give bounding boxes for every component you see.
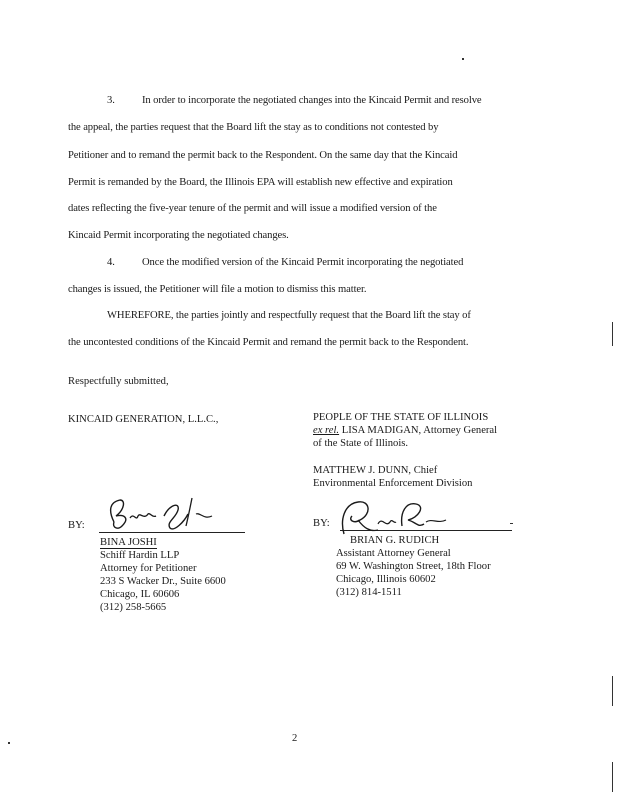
chief-line: MATTHEW J. DUNN, Chief xyxy=(313,465,438,476)
petitioner-signature xyxy=(100,492,220,538)
scan-artifact xyxy=(462,58,464,60)
paragraph-number: 4. xyxy=(107,257,115,268)
paragraph-line: dates reflecting the five-year tenure of the permit and will issue a modified version of the xyxy=(68,203,437,214)
respondent-detail: (312) 814-1511 xyxy=(336,587,402,598)
petitioner-detail: (312) 258-5665 xyxy=(100,602,167,613)
petitioner-signer-name: BINA JOSHI xyxy=(100,537,157,548)
by-label: BY: xyxy=(68,520,85,531)
paragraph-line: Permit is remanded by the Board, the Illinois EPA will establish new effective and expiration xyxy=(68,177,453,188)
scan-artifact xyxy=(612,762,613,792)
ex-rel-text: ex rel. xyxy=(313,425,340,436)
scan-artifact xyxy=(510,523,513,524)
paragraph-line: Petitioner and to remand the permit back to the Respondent. On the same day that the Kincaid xyxy=(68,150,458,161)
paragraph-line: Kincaid Permit incorporating the negotiated changes. xyxy=(68,230,289,241)
division-line: Environmental Enforcement Division xyxy=(313,478,473,489)
respondent-detail: Assistant Attorney General xyxy=(336,548,451,559)
paragraph-number: 3. xyxy=(107,95,115,106)
paragraph-line: changes is issued, the Petitioner will file a motion to dismiss this matter. xyxy=(68,284,367,295)
respondent-detail: Chicago, Illinois 60602 xyxy=(336,574,436,585)
paragraph-line: WHEREFORE, the parties jointly and respectfully request that the Board lift the stay of xyxy=(107,310,471,321)
paragraph-line: the appeal, the parties request that the Board lift the stay as to conditions not contested by xyxy=(68,122,439,133)
petitioner-detail: Schiff Hardin LLP xyxy=(100,550,180,561)
attorney-general-line: ex rel. LISA MADIGAN, Attorney General xyxy=(313,425,498,436)
respondent-signer-name: BRIAN G. RUDICH xyxy=(350,535,440,546)
petitioner-detail: Attorney for Petitioner xyxy=(100,563,197,574)
petitioner-detail: 233 S Wacker Dr., Suite 6600 xyxy=(100,576,226,587)
respondent-detail: 69 W. Washington Street, 18th Floor xyxy=(336,561,491,572)
respondent-party-name: PEOPLE OF THE STATE OF ILLINOIS xyxy=(313,412,489,423)
closing-text: Respectfully submitted, xyxy=(68,376,169,387)
petitioner-detail: Chicago, IL 60606 xyxy=(100,589,180,600)
page-number: 2 xyxy=(292,733,298,744)
by-label: BY: xyxy=(313,518,330,529)
attorney-general-line-2: of the State of Illinois. xyxy=(313,438,409,449)
paragraph-line: the uncontested conditions of the Kincaid Permit and remand the permit back to the Respondent. xyxy=(68,337,469,348)
paragraph-line: Once the modified version of the Kincaid Permit incorporating the negotiated xyxy=(142,257,464,268)
paragraph-line: In order to incorporate the negotiated changes into the Kincaid Permit and resolve xyxy=(142,95,482,106)
scan-artifact xyxy=(612,676,613,706)
petitioner-party-name: KINCAID GENERATION, L.L.C., xyxy=(68,414,219,425)
scan-artifact xyxy=(8,742,10,744)
scan-artifact xyxy=(612,322,613,346)
